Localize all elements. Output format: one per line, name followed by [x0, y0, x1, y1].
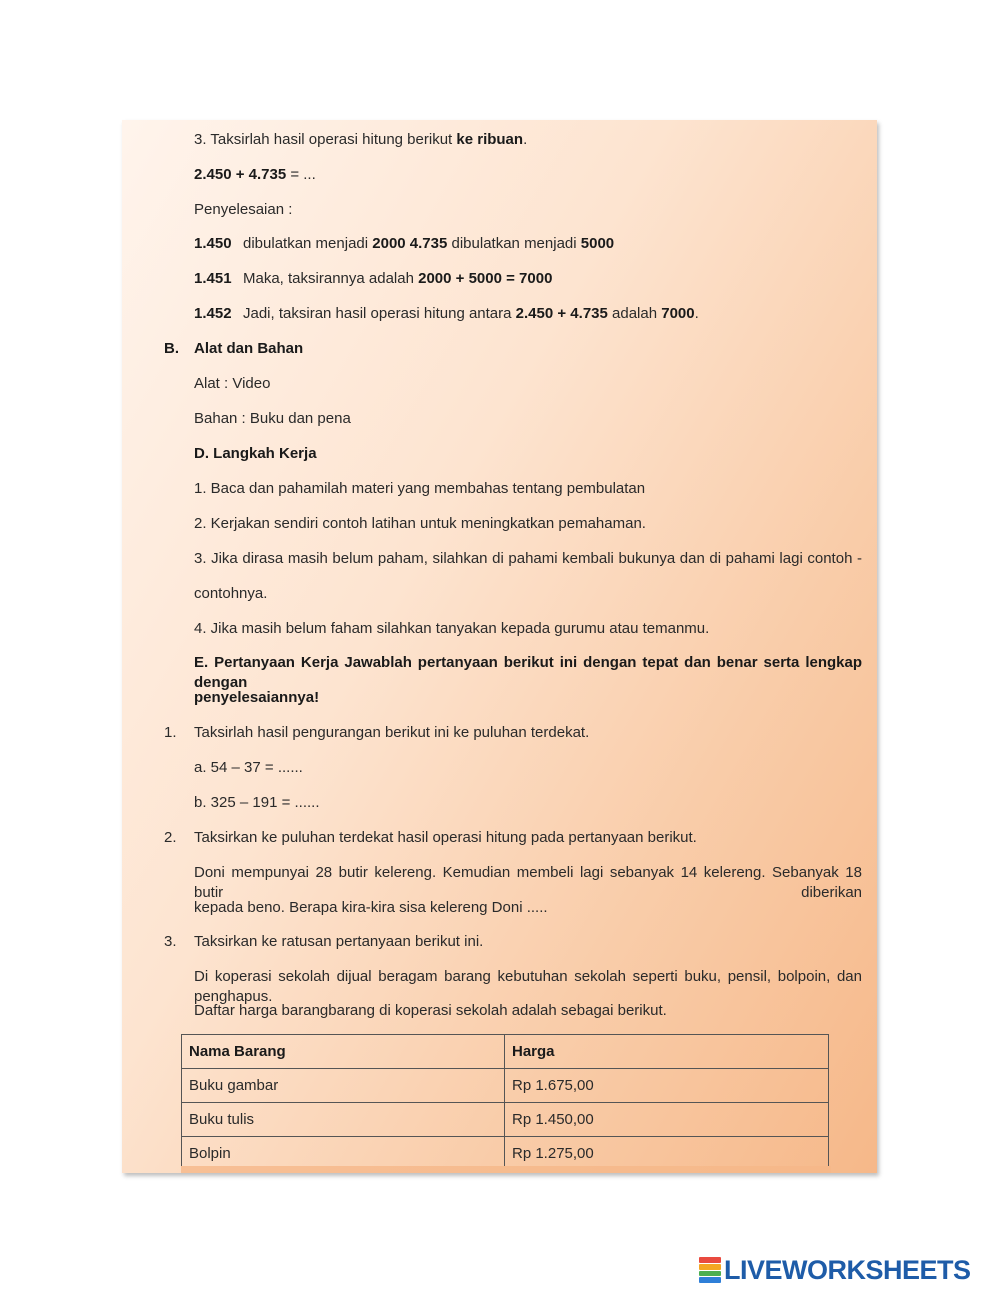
question-3-story-line-1: Di koperasi sekolah dijual beragam barang kebutuhan sekolah seperti buku, pensil, bolpoin, dan penghapus. — [194, 968, 862, 1005]
worksheet-page — [122, 120, 877, 1173]
price-table — [181, 1034, 829, 1171]
table-cell-item: Buku gambar — [182, 1069, 505, 1103]
step-3-line-2: contohnya. — [194, 585, 268, 602]
liveworksheets-logo-icon — [699, 1257, 721, 1283]
table-header-cell: Nama Barang — [182, 1035, 505, 1069]
question-2-story-line-1: Doni mempunyai 28 butir kelereng. Kemudian membeli lagi sebanyak 14 kelereng. Sebanyak 18 butir diberikan — [194, 864, 862, 901]
task-3-line: 3. Taksirlah hasil operasi hitung berikut ke ribuan. — [194, 131, 528, 148]
question-2-story-line-2: kepada beno. Berapa kira-kira sisa kelereng Doni ..... — [194, 899, 548, 916]
table-cell-price: Rp 1.675,00 — [505, 1069, 829, 1103]
liveworksheets-logo[interactable] — [699, 1255, 971, 1285]
table-row — [182, 1103, 829, 1137]
solution-step-3: 1.452 Jadi, taksiran hasil operasi hitung antara 2.450 + 4.735 adalah 7000. — [194, 305, 699, 322]
question-2-number: 2. — [164, 829, 177, 846]
alat-line: Alat : Video — [194, 375, 271, 392]
table-cell-price: Rp 1.450,00 — [505, 1103, 829, 1137]
table-header-row — [182, 1035, 829, 1069]
section-e-title-line-2: penyelesaiannya! — [194, 689, 320, 706]
step-1: 1. Baca dan pahamilah materi yang membahas tentang pembulatan — [194, 480, 646, 497]
task-3-expression: 2.450 + 4.735 = ... — [194, 166, 316, 183]
step-2: 2. Kerjakan sendiri contoh latihan untuk meningkatkan pemahaman. — [194, 515, 646, 532]
question-2-text: Taksirkan ke puluhan terdekat hasil operasi hitung pada pertanyaan berikut. — [194, 829, 697, 846]
question-3-number: 3. — [164, 933, 177, 950]
section-b-number: B. — [164, 340, 179, 357]
solution-label: Penyelesaian : — [194, 201, 293, 218]
table-row — [182, 1069, 829, 1103]
question-1-text: Taksirlah hasil pengurangan berikut ini ke puluhan terdekat. — [194, 724, 590, 741]
step-4: 4. Jika masih belum faham silahkan tanyakan kepada gurumu atau temanmu. — [194, 620, 710, 637]
question-1a: a. 54 – 37 = ...... — [194, 759, 303, 776]
table-cell-item: Bolpin — [182, 1137, 505, 1171]
step-3-line-1: 3. Jika dirasa masih belum paham, silahkan di pahami kembali bukunya dan di pahami lagi contoh - — [194, 550, 862, 567]
brand-name: LIVEWORKSHEETS — [724, 1254, 971, 1285]
table-cell-item: Buku tulis — [182, 1103, 505, 1137]
question-3-story-line-2: Daftar harga barangbarang di koperasi sekolah adalah sebagai berikut. — [194, 1002, 667, 1019]
section-b-title: Alat dan Bahan — [194, 340, 304, 357]
bahan-line: Bahan : Buku dan pena — [194, 410, 351, 427]
solution-step-1: 1.450 dibulatkan menjadi 2000 4.735 dibulatkan menjadi 5000 — [194, 235, 615, 252]
table-header-cell: Harga — [505, 1035, 829, 1069]
section-d-title: D. Langkah Kerja — [194, 445, 317, 462]
page-bottom-edge — [181, 1166, 831, 1173]
question-3-text: Taksirkan ke ratusan pertanyaan berikut ini. — [194, 933, 484, 950]
question-1-number: 1. — [164, 724, 177, 741]
solution-step-2: 1.451 Maka, taksirannya adalah 2000 + 5000 = 7000 — [194, 270, 553, 287]
question-1b: b. 325 – 191 = ...... — [194, 794, 320, 811]
table-cell-price: Rp 1.275,00 — [505, 1137, 829, 1171]
section-e-title-line-1: E. Pertanyaan Kerja Jawablah pertanyaan berikut ini dengan tepat dan benar serta lengkap dengan — [194, 654, 862, 691]
